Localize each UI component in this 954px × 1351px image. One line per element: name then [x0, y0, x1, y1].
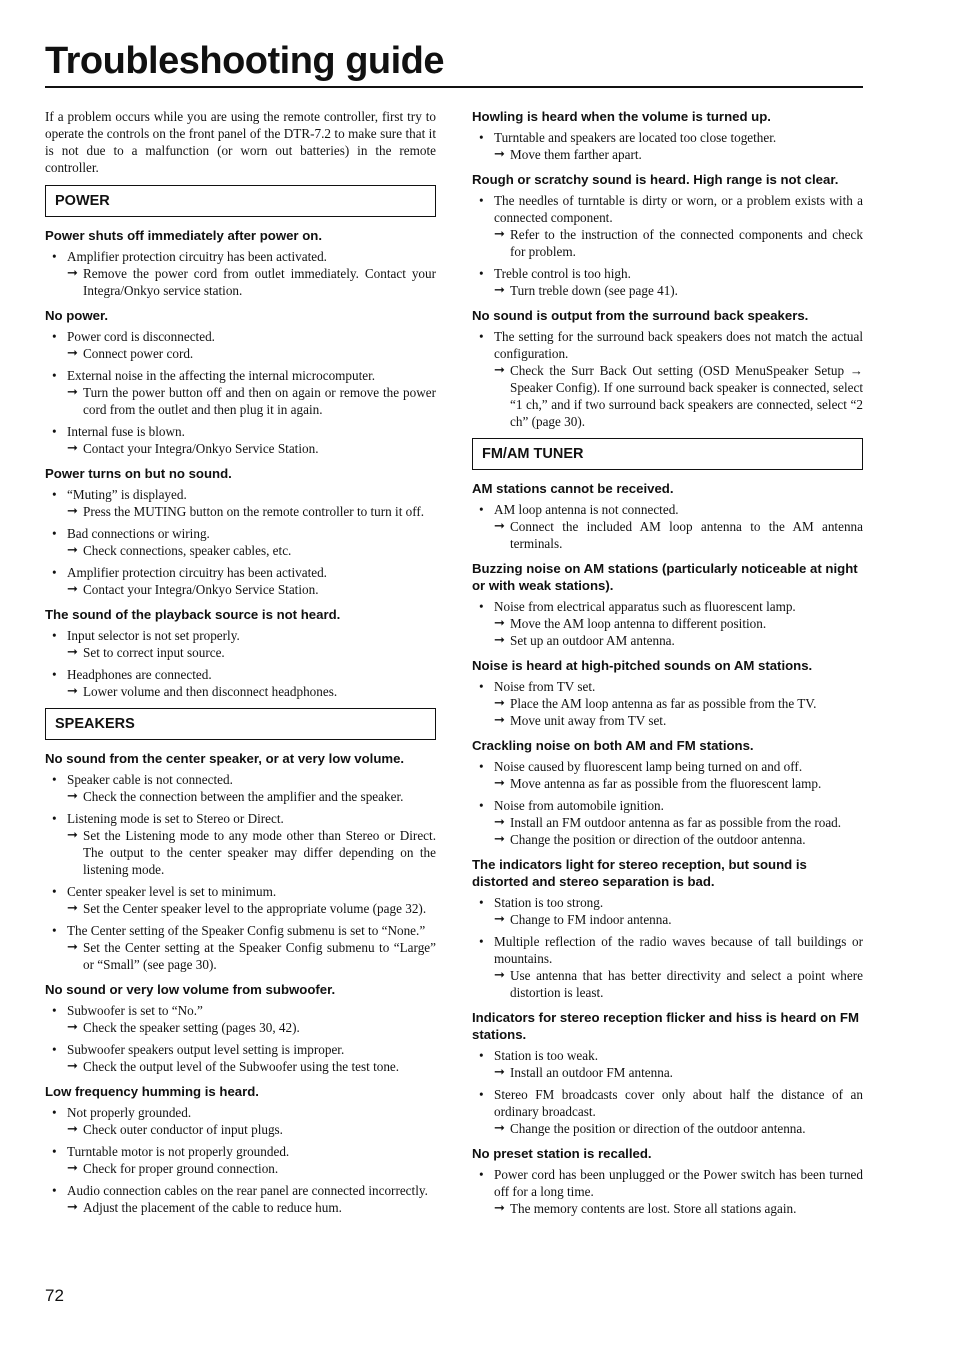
remedy-text: Adjust the placement of the cable to reduce hum. [83, 1200, 342, 1215]
remedy [67, 939, 436, 973]
arrow-right-icon: ➞ [494, 633, 505, 648]
cause-text: Internal fuse is blown. [67, 424, 185, 439]
remedy [494, 1200, 863, 1217]
problem-heading: No sound from the center speaker, or at very low volume. [45, 751, 405, 766]
remedy-text: Contact your Integra/Onkyo Service Station. [83, 582, 319, 597]
arrow-right-icon: ➞ [67, 828, 78, 843]
arrow-right-icon: ➞ [67, 901, 78, 916]
arrow-right-icon: ➞ [494, 1121, 505, 1136]
arrow-right-icon: ➞ [67, 504, 78, 519]
arrow-right-icon: ➞ [67, 543, 78, 558]
cause-item [45, 1143, 436, 1177]
cause-text: Audio connection cables on the rear panel are connected incorrectly. [67, 1183, 428, 1198]
remedy [67, 788, 436, 805]
arrow-right-icon: ➞ [67, 266, 78, 281]
problem-block [45, 606, 436, 700]
remedy-text: Press the MUTING button on the remote controller to turn it off. [83, 504, 425, 519]
cause-text: The setting for the surround back speakers does not match the actual configuration. [494, 329, 863, 361]
cause-text: Speaker cable is not connected. [67, 772, 233, 787]
cause-list [45, 1002, 436, 1075]
remedy [67, 1160, 436, 1177]
arrow-right-icon: ➞ [67, 1161, 78, 1176]
arrow-right-icon: ➞ [494, 1201, 505, 1216]
cause-text: Center speaker level is set to minimum. [67, 884, 277, 899]
cause-text: Noise from automobile ignition. [494, 798, 664, 813]
cause-item [45, 883, 436, 917]
problem-heading: The sound of the playback source is not heard. [45, 607, 341, 622]
arrow-right-icon: ➞ [494, 1065, 505, 1080]
cause-item [472, 192, 863, 260]
cause-item [472, 1086, 863, 1137]
bullet-icon: • [479, 193, 484, 208]
problem-block [472, 737, 863, 848]
remedy-text: Place the AM loop antenna as far as possible from the TV. [510, 696, 817, 711]
cause-text: Station is too weak. [494, 1048, 599, 1063]
remedy [494, 1120, 863, 1137]
cause-item [472, 328, 863, 430]
cause-text: Power cord has been unplugged or the Power switch has been turned off for a long time. [494, 1167, 863, 1199]
bullet-icon: • [479, 1167, 484, 1182]
remedy [67, 644, 436, 661]
cause-text: Bad connections or wiring. [67, 526, 210, 541]
remedy-text: Set to correct input source. [83, 645, 225, 660]
remedy-text: Move antenna as far as possible from the fluorescent lamp. [510, 776, 822, 791]
remedy [494, 632, 863, 649]
problem-heading: Noise is heard at high-pitched sounds on AM stations. [472, 658, 813, 673]
remedy [67, 1121, 436, 1138]
arrow-right-icon: ➞ [494, 616, 505, 631]
remedy [67, 581, 436, 598]
arrow-right-icon: ➞ [494, 147, 505, 162]
cause-item [45, 1182, 436, 1216]
remedy [494, 1064, 863, 1081]
remedy [67, 440, 436, 457]
remedy-text: Check connections, speaker cables, etc. [83, 543, 292, 558]
cause-text: Input selector is not set properly. [67, 628, 240, 643]
cause-list [472, 129, 863, 163]
cause-list [472, 1166, 863, 1217]
cause-item [472, 678, 863, 729]
remedy [67, 1019, 436, 1036]
remedy-text: Check the output level of the Subwoofer using the test tone. [83, 1059, 400, 1074]
bullet-icon: • [52, 565, 57, 580]
cause-item [45, 666, 436, 700]
cause-text: Amplifier protection circuitry has been activated. [67, 565, 327, 580]
arrow-right-icon: ➞ [494, 227, 505, 242]
bullet-icon: • [479, 759, 484, 774]
cause-list [472, 894, 863, 1001]
right-column [472, 108, 863, 1225]
bullet-icon: • [52, 329, 57, 344]
remedy-text: Remove the power cord from outlet immediately. Contact your Integra/Onkyo service station. [83, 266, 436, 298]
cause-text: Noise from TV set. [494, 679, 596, 694]
remedy [494, 814, 863, 831]
cause-list [45, 486, 436, 598]
problem-block [472, 1145, 863, 1217]
remedy [494, 967, 863, 1001]
remedy [67, 1058, 436, 1075]
problem-block [472, 171, 863, 299]
arrow-right-icon: ➞ [67, 1020, 78, 1035]
bullet-icon: • [52, 628, 57, 643]
cause-list [45, 1104, 436, 1216]
cause-item [45, 423, 436, 457]
remedy-text: Use antenna that has better directivity and select a point where distortion is least. [510, 968, 863, 1000]
arrow-right-icon: ➞ [494, 815, 505, 830]
cause-list [472, 678, 863, 729]
remedy [67, 265, 436, 299]
problem-block [45, 307, 436, 457]
remedy-text: Check for proper ground connection. [83, 1161, 279, 1176]
bullet-icon: • [52, 1144, 57, 1159]
bullet-icon: • [479, 798, 484, 813]
remedy [67, 683, 436, 700]
cause-item [472, 1166, 863, 1217]
remedy [494, 518, 863, 552]
cause-text: Stereo FM broadcasts cover only about half the distance of an ordinary broadcast. [494, 1087, 863, 1119]
bullet-icon: • [479, 1048, 484, 1063]
problem-block [472, 480, 863, 552]
cause-text: Station is too strong. [494, 895, 604, 910]
bullet-icon: • [52, 884, 57, 899]
section-heading: SPEAKERS [45, 708, 436, 740]
cause-list [45, 771, 436, 973]
problem-heading: Power turns on but no sound. [45, 466, 232, 481]
cause-text: Turntable and speakers are located too close together. [494, 130, 777, 145]
cause-text: Power cord is disconnected. [67, 329, 215, 344]
arrow-right-icon: ➞ [67, 789, 78, 804]
left-column [45, 108, 436, 1224]
left-blocks [45, 185, 436, 1216]
cause-list [45, 328, 436, 457]
bullet-icon: • [52, 811, 57, 826]
remedy-text: Set the Center speaker level to the appropriate volume (page 32). [83, 901, 427, 916]
problem-heading: No sound or very low volume from subwoofer. [45, 982, 336, 997]
cause-text: Not properly grounded. [67, 1105, 192, 1120]
problem-block [472, 657, 863, 729]
arrow-right-icon: ➞ [67, 645, 78, 660]
arrow-right-icon: ➞ [494, 283, 505, 298]
cause-item [45, 525, 436, 559]
cause-list [45, 248, 436, 299]
arrow-right-icon: ➞ [67, 1059, 78, 1074]
arrow-right-icon: ➞ [67, 1122, 78, 1137]
remedy-text: Turn the power button off and then on again or remove the power cord from the outlet and then plug it in again. [83, 385, 436, 417]
problem-heading: Low frequency humming is heard. [45, 1084, 259, 1099]
bullet-icon: • [52, 368, 57, 383]
remedy-text: Check the connection between the amplifier and the speaker. [83, 789, 404, 804]
bullet-icon: • [52, 1042, 57, 1057]
remedy-text: Change the position or direction of the outdoor antenna. [510, 832, 806, 847]
problem-heading: Buzzing noise on AM stations (particularly noticeable at night or with weak stations). [472, 561, 858, 593]
problem-heading: Rough or scratchy sound is heard. High range is not clear. [472, 172, 839, 187]
cause-list [472, 501, 863, 552]
remedy [494, 911, 863, 928]
bullet-icon: • [52, 1003, 57, 1018]
arrow-right-icon: ➞ [67, 1200, 78, 1215]
bullet-icon: • [479, 1087, 484, 1102]
cause-text: Treble control is too high. [494, 266, 631, 281]
remedy [67, 542, 436, 559]
arrow-right-icon: ➞ [67, 346, 78, 361]
cause-list [472, 192, 863, 299]
arrow-right-icon: ➞ [494, 363, 505, 378]
remedy-text: Set up an outdoor AM antenna. [510, 633, 675, 648]
cause-list [472, 328, 863, 430]
remedy-text: Set the Center setting at the Speaker Config submenu to “Large” or “Small” (see page 30). [83, 940, 436, 972]
remedy-text: The memory contents are lost. Store all stations again. [510, 1201, 797, 1216]
arrow-right-icon: ➞ [494, 832, 505, 847]
problem-block [45, 981, 436, 1075]
bullet-icon: • [479, 895, 484, 910]
cause-item [472, 933, 863, 1001]
problem-heading: No power. [45, 308, 109, 323]
remedy-text: Check the Surr Back Out setting (OSD MenuSpeaker Setup → Speaker Config). If one surround back speaker is connected, select “1 ch,” and if two surround back speakers are connected, select “2 ch” (page 30). [510, 363, 863, 429]
remedy-text: Install an outdoor FM antenna. [510, 1065, 673, 1080]
cause-item [472, 501, 863, 552]
remedy [494, 226, 863, 260]
section-heading: POWER [45, 185, 436, 217]
remedy-text: Install an FM outdoor antenna as far as possible from the road. [510, 815, 842, 830]
remedy [494, 146, 863, 163]
problem-block [472, 307, 863, 430]
cause-text: Noise caused by fluorescent lamp being turned on and off. [494, 759, 803, 774]
bullet-icon: • [52, 923, 57, 938]
cause-item [45, 810, 436, 878]
remedy-text: Turn treble down (see page 41). [510, 283, 678, 298]
problem-heading: No sound is output from the surround back speakers. [472, 308, 809, 323]
arrow-right-icon: ➞ [494, 776, 505, 791]
cause-item [45, 564, 436, 598]
section-heading: FM/AM TUNER [472, 438, 863, 470]
cause-item [472, 598, 863, 649]
cause-list [472, 1047, 863, 1137]
cause-item [45, 486, 436, 520]
bullet-icon: • [479, 599, 484, 614]
cause-item [45, 367, 436, 418]
problem-block [45, 1083, 436, 1216]
problem-heading: No preset station is recalled. [472, 1146, 652, 1161]
remedy [67, 1199, 436, 1216]
bullet-icon: • [479, 679, 484, 694]
arrow-right-icon: ➞ [494, 968, 505, 983]
remedy-text: Move them farther apart. [510, 147, 642, 162]
cause-item [472, 1047, 863, 1081]
remedy-text: Contact your Integra/Onkyo Service Station. [83, 441, 319, 456]
remedy [67, 345, 436, 362]
remedy-text: Change to FM indoor antenna. [510, 912, 672, 927]
bullet-icon: • [52, 1105, 57, 1120]
problem-heading: AM stations cannot be received. [472, 481, 674, 496]
remedy [494, 615, 863, 632]
cause-item [45, 1041, 436, 1075]
cause-text: Listening mode is set to Stereo or Direct. [67, 811, 284, 826]
remedy-text: Check outer conductor of input plugs. [83, 1122, 283, 1137]
cause-list [45, 627, 436, 700]
cause-item [45, 328, 436, 362]
problem-block [472, 108, 863, 163]
problem-heading: The indicators light for stereo reception, but sound is distorted and stereo separation is bad. [472, 857, 807, 889]
remedy [494, 831, 863, 848]
bullet-icon: • [52, 249, 57, 264]
cause-item [45, 248, 436, 299]
cause-item [45, 771, 436, 805]
problem-heading: Crackling noise on both AM and FM stations. [472, 738, 754, 753]
cause-text: The needles of turntable is dirty or worn, or a problem exists with a connected component. [494, 193, 863, 225]
bullet-icon: • [52, 667, 57, 682]
problem-heading: Indicators for stereo reception flicker and hiss is heard on FM stations. [472, 1010, 859, 1042]
right-blocks [472, 108, 863, 1217]
arrow-right-icon: ➞ [494, 519, 505, 534]
bullet-icon: • [479, 502, 484, 517]
page-number: 72 [45, 1286, 64, 1305]
problem-block [472, 1009, 863, 1137]
remedy [494, 695, 863, 712]
cause-item [472, 265, 863, 299]
remedy-text: Set the Listening mode to any mode other than Stereo or Direct. The output to the center speaker may differ depending on the listening mode. [83, 828, 436, 877]
cause-list [472, 758, 863, 848]
arrow-right-icon: ➞ [67, 684, 78, 699]
arrow-right-icon: ➞ [67, 940, 78, 955]
problem-block [472, 856, 863, 1001]
cause-text: “Muting” is displayed. [67, 487, 187, 502]
arrow-right-icon: ➞ [494, 713, 505, 728]
cause-item [45, 1002, 436, 1036]
remedy [67, 900, 436, 917]
bullet-icon: • [52, 1183, 57, 1198]
cause-list [472, 598, 863, 649]
cause-item [45, 627, 436, 661]
bullet-icon: • [479, 266, 484, 281]
problem-block [45, 750, 436, 973]
remedy [494, 775, 863, 792]
remedy [494, 362, 863, 430]
remedy-text: Refer to the instruction of the connected components and check for problem. [510, 227, 863, 259]
remedy-text: Move unit away from TV set. [510, 713, 667, 728]
remedy [67, 384, 436, 418]
bullet-icon: • [479, 934, 484, 949]
problem-block [45, 227, 436, 299]
problem-heading: Howling is heard when the volume is turned up. [472, 109, 771, 124]
remedy-text: Move the AM loop antenna to different position. [510, 616, 767, 631]
intro-paragraph: If a problem occurs while you are using the remote controller, first try to operate the controls on the front panel of the DTR-7.2 to make sure that it is not due to a malfunction (or worn out batteries) in the remote controller. [45, 109, 436, 175]
remedy [67, 827, 436, 878]
remedy-text: Change the position or direction of the outdoor antenna. [510, 1121, 806, 1136]
cause-item [472, 758, 863, 792]
bullet-icon: • [52, 487, 57, 502]
remedy [494, 282, 863, 299]
cause-text: Multiple reflection of the radio waves because of tall buildings or mountains. [494, 934, 863, 966]
cause-text: Amplifier protection circuitry has been activated. [67, 249, 327, 264]
cause-text: Subwoofer is set to “No.” [67, 1003, 203, 1018]
cause-item [45, 1104, 436, 1138]
arrow-right-icon: ➞ [494, 912, 505, 927]
problem-block [45, 465, 436, 598]
cause-item [472, 129, 863, 163]
cause-item [472, 894, 863, 928]
bullet-icon: • [479, 130, 484, 145]
problem-heading: Power shuts off immediately after power on. [45, 228, 322, 243]
bullet-icon: • [52, 526, 57, 541]
remedy [494, 712, 863, 729]
problem-block [472, 560, 863, 649]
arrow-right-icon: ➞ [494, 696, 505, 711]
cause-text: Turntable motor is not properly grounded. [67, 1144, 290, 1159]
cause-item [472, 797, 863, 848]
remedy-text: Check the speaker setting (pages 30, 42). [83, 1020, 300, 1035]
bullet-icon: • [52, 424, 57, 439]
cause-text: External noise in the affecting the internal microcomputer. [67, 368, 376, 383]
bullet-icon: • [52, 772, 57, 787]
bullet-icon: • [479, 329, 484, 344]
cause-text: AM loop antenna is not connected. [494, 502, 679, 517]
cause-text: The Center setting of the Speaker Config submenu is set to “None.” [67, 923, 426, 938]
page-title: Troubleshooting guide [45, 38, 863, 88]
remedy-text: Lower volume and then disconnect headphones. [83, 684, 338, 699]
arrow-right-icon: ➞ [67, 385, 78, 400]
remedy-text: Connect the included AM loop antenna to the AM antenna terminals. [510, 519, 863, 551]
remedy-text: Connect power cord. [83, 346, 194, 361]
remedy [67, 503, 436, 520]
cause-text: Headphones are connected. [67, 667, 212, 682]
cause-text: Noise from electrical apparatus such as fluorescent lamp. [494, 599, 796, 614]
arrow-right-icon: ➞ [67, 441, 78, 456]
arrow-right-icon: ➞ [67, 582, 78, 597]
cause-text: Subwoofer speakers output level setting is improper. [67, 1042, 345, 1057]
cause-item [45, 922, 436, 973]
